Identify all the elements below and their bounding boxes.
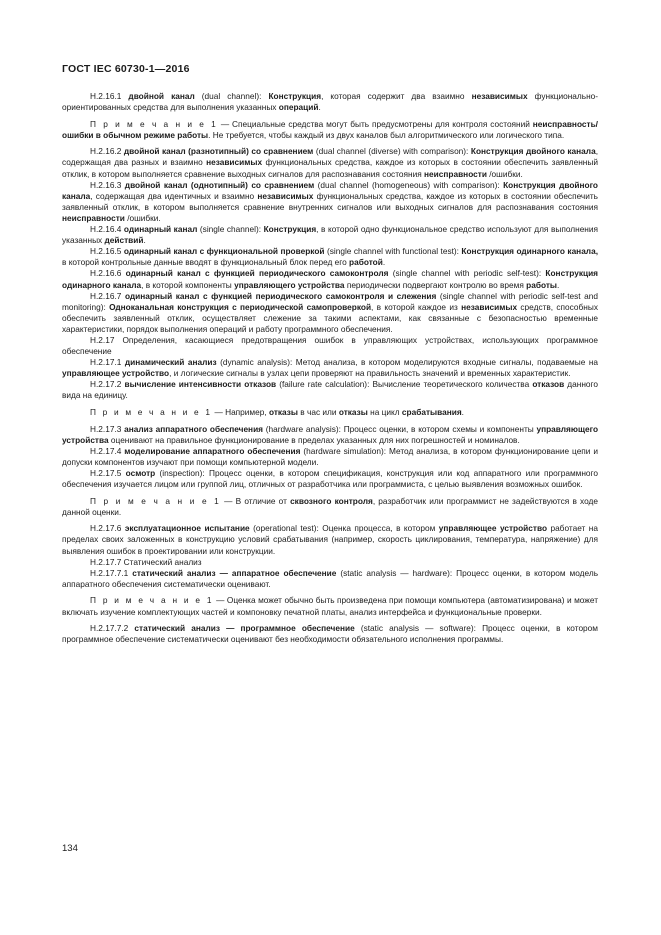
term-bold: динамический анализ: [124, 357, 217, 368]
text-run: , в которой компоненты: [141, 279, 235, 290]
text-run: /ошибки.: [486, 168, 523, 179]
term-bold: срабатывания: [401, 407, 462, 418]
text-run: (dual channel (homogeneous) with comparison):: [314, 179, 504, 190]
term-bold: двойной канал (разнотипный) со сравнением: [123, 146, 314, 157]
text-run: Н.2.16.1: [90, 91, 129, 101]
text-run: Н.2.17 Определения, касающиеся предотвращения ошибок в управляющих устройствах, использующих программное обеспечение: [62, 334, 598, 357]
text-run: (inspection): Процесс оценки, в котором спецификация, конструкция или код аппаратного или программного обеспечения изучается лицом или группой лиц, отличных от разработчика или программиста, с целью выявления возможных ошибок.: [62, 468, 599, 490]
text-run: Н.2.16.3: [90, 179, 125, 190]
standard-title: ГОСТ IEC 60730-1—2016: [62, 63, 190, 75]
term-bold: отказы: [338, 407, 368, 418]
text-run: (hardware analysis): Процесс оценки, в котором схемы и компоненты: [263, 423, 537, 434]
text-run: работает на пределах своих заложенных в конструкцию условий срабатывания (например, скорость циклирования, температура, напряжение) для выявления ошибок в проектировании или конструкции.: [62, 523, 598, 556]
term-bold: осмотр: [125, 468, 156, 478]
term-bold: независимых: [461, 301, 518, 312]
paragraph: [62, 468, 598, 490]
text-run: , содержащая два разных и взаимно: [62, 146, 598, 168]
text-run: Н.2.17.7.1: [90, 567, 133, 578]
term-bold: двойной канал (однотипный) со сравнением: [124, 179, 315, 190]
term-bold: сквозного контроля: [290, 495, 373, 506]
term-bold: операций: [278, 102, 319, 113]
term-bold: управляющее устройство: [62, 368, 170, 379]
text-run: Н.2.17.4: [90, 445, 125, 456]
text-run: (dual channel (diverse) with comparison):: [313, 146, 471, 157]
text-run: .: [143, 235, 146, 246]
paragraph: [62, 335, 598, 357]
term-bold: Конструкция двойного канала: [470, 146, 596, 157]
paragraph: [62, 568, 598, 590]
term-bold: управляющего устройства: [62, 423, 599, 445]
text-run: средств, способных обеспечить заявленный отклик, осуществляет слежение за такими аспектами, как связанные с безопасностью временные характеристики, порядок выполнения операций и работу программного обеспечения.: [62, 301, 598, 334]
text-run: . Не требуется, чтобы каждый из двух каналов был алгоритмического или логического типа.: [208, 129, 565, 140]
text-run: , разработчик или программист не задействуются в ходе данной оценки.: [62, 495, 598, 517]
paragraph: [62, 557, 598, 568]
term-bold: Конструкция одинарного канала,: [461, 246, 599, 257]
paragraph: [62, 595, 598, 617]
text-run: оценивают на правильное функционирование в пределах указанных для них погрешностей и номиналов.: [108, 434, 520, 445]
text-run: Н.2.16.2: [90, 146, 124, 157]
paragraph: [62, 291, 598, 335]
text-run: функциональных средства, каждое из которых в состоянии обеспечить заявленный отклик, в котором выполняется сравнение внутренних сигналов или выходных сигналов для распознавания состояния: [62, 190, 598, 212]
term-bold: работой: [349, 257, 383, 268]
term-bold: отказов: [532, 379, 565, 390]
text-run: Н.2.16.6: [90, 268, 126, 279]
text-run: (dynamic analysis): Метод анализа, в котором моделируются входные сигналы, подаваемые на: [216, 357, 599, 368]
term-bold: управляющего устройства: [234, 279, 345, 290]
paragraph: [62, 496, 598, 518]
paragraph: [62, 623, 598, 645]
text-run: (failure rate calculation): Вычисление теоретического количества: [276, 379, 533, 390]
text-run: (operational test): Оценка процесса, в котором: [249, 523, 439, 534]
text-run: (single channel with periodic self-test and monitoring):: [62, 290, 598, 312]
term-bold: Одноканальная конструкция с периодической самопроверкой: [109, 301, 372, 312]
term-bold: одинарный канал с функцией периодического самоконтроля и слежения: [124, 290, 437, 301]
note-label: П р и м е ч а н и е 1: [90, 407, 213, 418]
text-run: Н.2.17.7 Статический анализ: [90, 556, 202, 567]
text-run: периодически подвергают контролю во время: [344, 279, 527, 290]
term-bold: отказы: [268, 407, 298, 418]
text-run: Н.2.17.2: [90, 379, 125, 390]
paragraph: [62, 523, 598, 556]
text-run: .: [557, 279, 560, 290]
text-run: (static analysis — hardware): Процесс оценки, в котором модель аппаратного обеспечения систематически оценивают.: [62, 567, 599, 589]
term-bold: статический анализ — аппаратное обеспечение: [132, 567, 337, 578]
text-run: .: [382, 257, 386, 268]
text-run: , которая содержит два взаимно: [321, 91, 472, 101]
term-bold: неисправности: [62, 212, 125, 223]
document-body: [62, 91, 598, 645]
term-bold: независимых: [206, 157, 263, 168]
text-run: Н.2.17.1: [90, 357, 125, 368]
term-bold: моделирование аппаратного обеспечения: [124, 445, 301, 456]
term-bold: Конструкция: [263, 224, 317, 235]
text-run: , содержащая два идентичных и взаимно: [90, 190, 258, 201]
paragraph: [62, 119, 598, 141]
text-run: Н.2.17.3: [90, 423, 125, 434]
paragraph: [62, 379, 598, 401]
note-label: П р и м е ч а н и е 1: [90, 495, 221, 506]
text-run: (single channel with periodic self-test):: [388, 268, 546, 279]
text-run: , и логические сигналы в узлах цепи проверяют на правильность значений и временных характеристик.: [169, 368, 571, 379]
term-bold: одинарный канал с функциональной проверкой: [123, 246, 325, 257]
term-bold: одинарный канал с функцией периодического самоконтроля: [125, 268, 389, 279]
term-bold: неисправности: [424, 168, 487, 179]
term-bold: Конструкция одинарного канала: [62, 268, 599, 290]
term-bold: вычисление интенсивности отказов: [124, 379, 277, 390]
text-run: (dual channel):: [194, 91, 269, 101]
term-bold: неисправность/ошибки в обычном режиме работы: [62, 118, 598, 140]
text-run: Н.2.16.5: [90, 246, 124, 257]
text-run: — Специальные средства могут быть предусмотрены для контроля состояний: [217, 118, 533, 129]
term-bold: двойной канал: [128, 91, 195, 101]
paragraph: [62, 146, 598, 179]
text-run: — Например,: [212, 407, 269, 418]
text-run: Н.2.17.7.2: [90, 623, 135, 634]
paragraph: [62, 407, 598, 418]
text-run: /ошибки.: [124, 212, 161, 223]
text-run: Н.2.16.7: [90, 290, 125, 301]
text-run: (single channel):: [197, 224, 264, 235]
text-run: в час или: [298, 407, 339, 418]
paragraph: [62, 180, 598, 224]
text-run: Н.2.16.4: [90, 224, 124, 235]
term-bold: статический анализ — программное обеспечение: [134, 623, 355, 634]
text-run: данного вида на единицу.: [62, 379, 598, 401]
text-run: , в которой одно функциональное средство используют для выполнения указанных: [62, 224, 599, 246]
term-bold: Конструкция двойного канала: [62, 179, 598, 201]
text-run: — Оценка может обычно быть произведена при помощи компьютера (автоматизирована) и может включать изучение комплектующих частей и компоновку печатной платы, анализ интерфейса и функциональные проверки.: [62, 595, 598, 617]
paragraph: [62, 424, 598, 446]
term-bold: работы: [526, 279, 557, 290]
paragraph: [62, 224, 598, 246]
term-bold: эксплуатационное испытание: [124, 523, 250, 534]
text-run: в которой контрольные данные вводят в функциональный блок перед его: [62, 257, 350, 268]
term-bold: независимых: [257, 190, 314, 201]
term-bold: Конструкция: [268, 91, 322, 101]
text-run: , в которой каждое из: [371, 301, 462, 312]
text-run: .: [318, 102, 321, 113]
paragraph: [62, 446, 598, 468]
text-run: Н.2.17.5: [90, 468, 126, 478]
paragraph: [62, 357, 598, 379]
paragraph: [62, 91, 598, 113]
term-bold: анализ аппаратного обеспечения: [124, 423, 264, 434]
term-bold: управляющее устройство: [438, 523, 548, 534]
text-run: (single channel with functional test):: [324, 246, 462, 257]
term-bold: действий: [104, 235, 144, 246]
text-run: функционально-ориентированных средства для выполнения указанных: [62, 91, 599, 113]
text-run: .: [461, 407, 464, 418]
note-label: П р и м е ч а н и е 1: [90, 118, 218, 129]
text-run: Н.2.17.6: [90, 523, 125, 534]
term-bold: одинарный канал: [123, 224, 198, 235]
term-bold: независимых: [471, 91, 528, 101]
page-number: 134: [62, 843, 78, 854]
paragraph: [62, 268, 598, 290]
text-run: (static analysis — software): Процесс оценки, в котором программное обеспечение систематически оценивают без необходимости обязательного исполнения программы.: [62, 623, 598, 645]
note-label: П р и м е ч а н и е 1: [90, 595, 214, 606]
paragraph: [62, 246, 598, 268]
text-run: — В отличие от: [220, 495, 291, 506]
text-run: функциональных средства, каждое из которых в состоянии обеспечить заявленный отклик, в котором выполняется сравнение выходных сигналов для распознавания состояния: [62, 157, 598, 179]
text-run: на цикл: [367, 407, 402, 418]
text-run: (hardware simulation): Метод анализа, в котором функционирование цепи и допуски компонентов изучают при помощи компьютерной модели.: [62, 445, 598, 467]
